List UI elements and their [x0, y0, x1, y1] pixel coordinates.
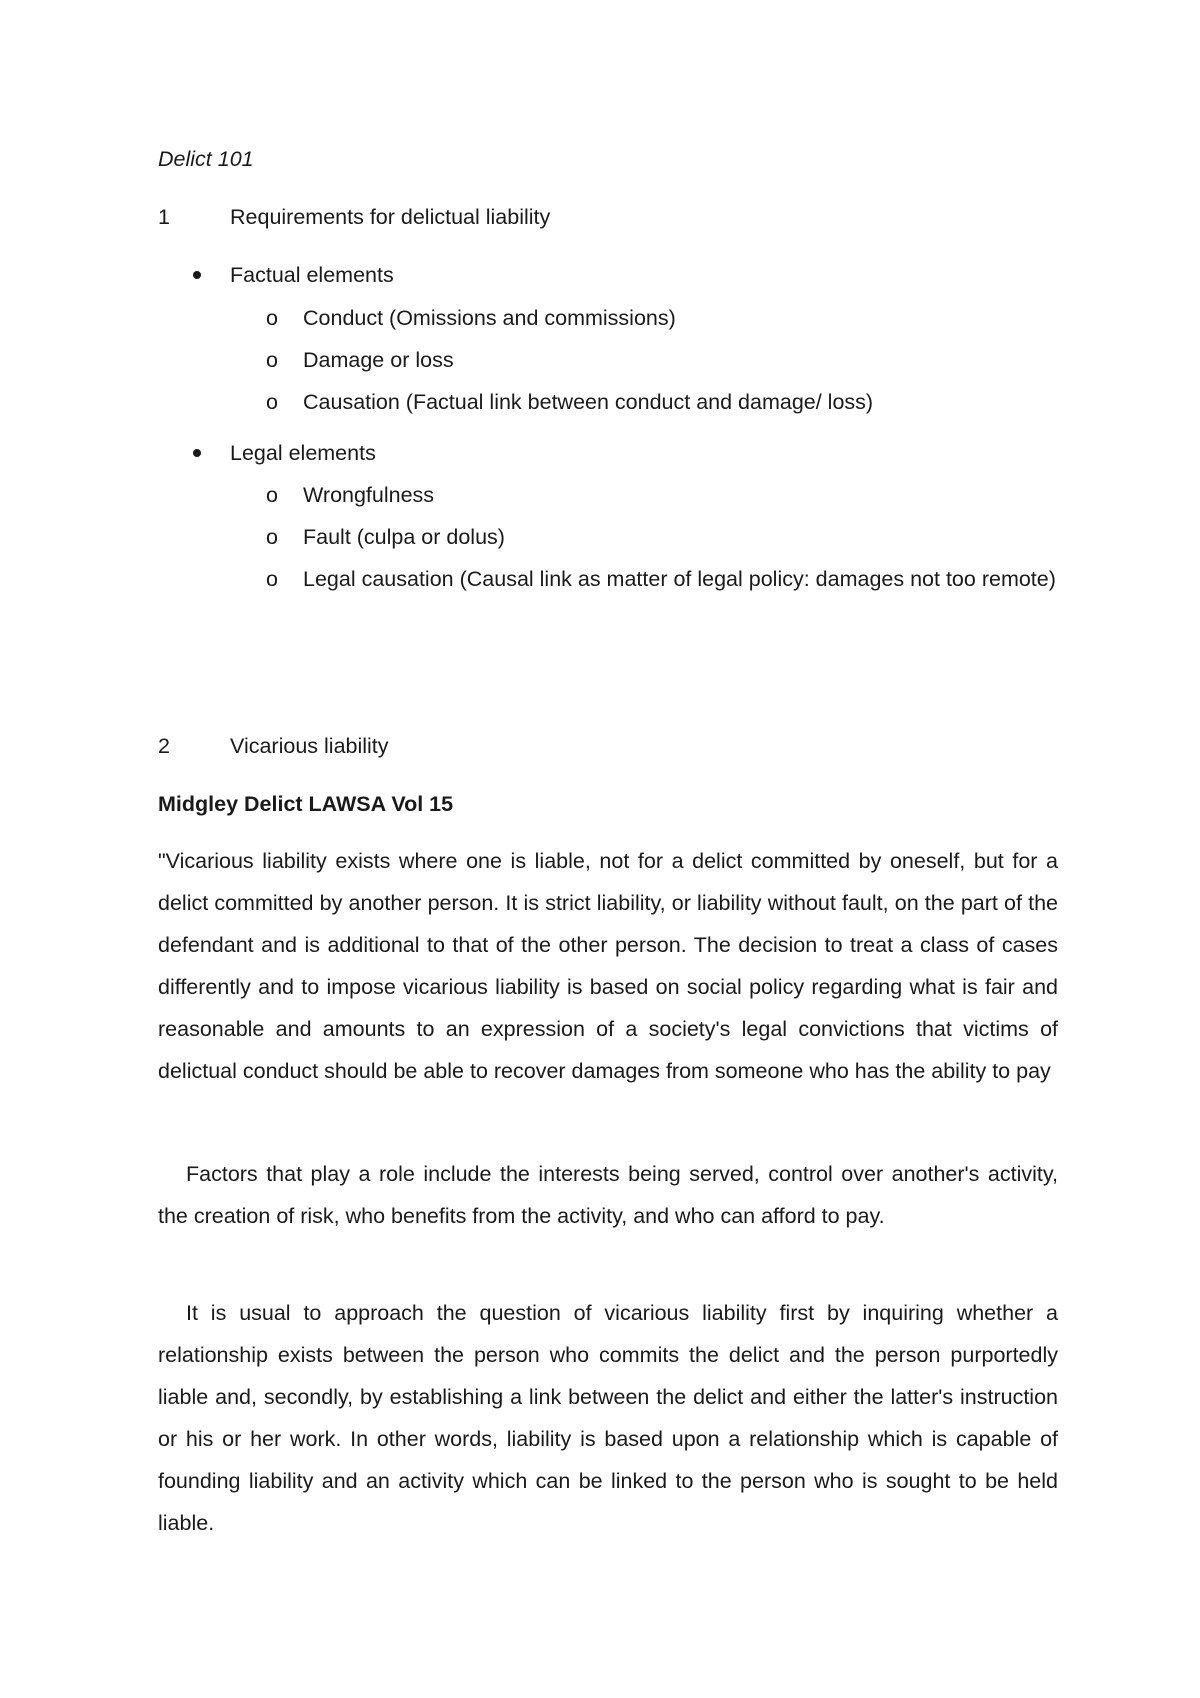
- list-item-text: Fault (culpa or dolus): [303, 525, 505, 549]
- list-item-text: Legal causation (Causal link as matter of legal policy: damages not too remote): [303, 567, 1056, 591]
- bullet-dot-icon: [193, 449, 201, 457]
- legal-elements-bullet: [158, 440, 1058, 466]
- list-item-text: Causation (Factual link between conduct and damage/ loss): [303, 390, 874, 414]
- list-item-text: Damage or loss: [303, 348, 454, 372]
- factual-elements-list: [158, 297, 1058, 423]
- section-2-number: 2: [158, 734, 170, 758]
- list-item: [158, 558, 1060, 600]
- factual-elements-bullet: [158, 262, 1058, 288]
- sub-bullet-marker: o: [266, 483, 278, 507]
- bullet-label: Legal elements: [230, 441, 376, 465]
- paragraph: Factors that play a role include the interests being served, control over another's activity, the creation of risk, who benefits from the activity, and who can afford to pay.: [158, 1162, 1058, 1228]
- section-1-title: Requirements for delictual liability: [230, 205, 551, 229]
- document-title: Delict 101: [158, 147, 254, 171]
- bullet-dot-icon: [193, 271, 201, 279]
- list-item: [158, 381, 1060, 423]
- section-2-title: Vicarious liability: [230, 734, 389, 758]
- sub-bullet-marker: o: [266, 567, 278, 591]
- list-item: [158, 297, 1060, 339]
- list-item: [158, 339, 1060, 381]
- bullet-item: [158, 440, 1058, 466]
- sub-bullet-marker: o: [266, 306, 278, 330]
- bullet-label: Factual elements: [230, 263, 394, 287]
- list-item: [158, 474, 1060, 516]
- sub-bullet-marker: o: [266, 390, 278, 414]
- paragraph: It is usual to approach the question of vicarious liability first by inquiring whether a relationship exists between the person who commits the delict and the person purportedly liable and, secondly, by establishing a link between the delict and either the latter's instruction or his or her work. In other words, liability is based upon a relationship which is capable of founding liability and an activity which can be linked to the person who is sought to be held liable.: [158, 1301, 1058, 1535]
- sub-bullet-marker: o: [266, 348, 278, 372]
- bullet-item: [158, 262, 1058, 288]
- list-item-text: Conduct (Omissions and commissions): [303, 306, 676, 330]
- legal-elements-list: [158, 474, 1058, 600]
- list-item: [158, 516, 1060, 558]
- list-item-text: Wrongfulness: [303, 483, 435, 507]
- paragraph: "Vicarious liability exists where one is liable, not for a delict committed by oneself, but for a delict committed by another person. It is strict liability, or liability without fault, on the part of the defendant and is additional to that of the other person. The decision to treat a class of cases differently and to impose vicarious liability is based on social policy regarding what is fair and reasonable and amounts to an expression of a society's legal convictions that victims of delictual conduct should be able to recover damages from someone who has the ability to pay: [158, 849, 1058, 1083]
- sub-bullet-marker: o: [266, 525, 278, 549]
- source-citation: Midgley Delict LAWSA Vol 15: [158, 792, 454, 816]
- section-1-heading: [158, 204, 550, 230]
- section-1-number: 1: [158, 205, 170, 229]
- section-2-heading: [158, 733, 389, 759]
